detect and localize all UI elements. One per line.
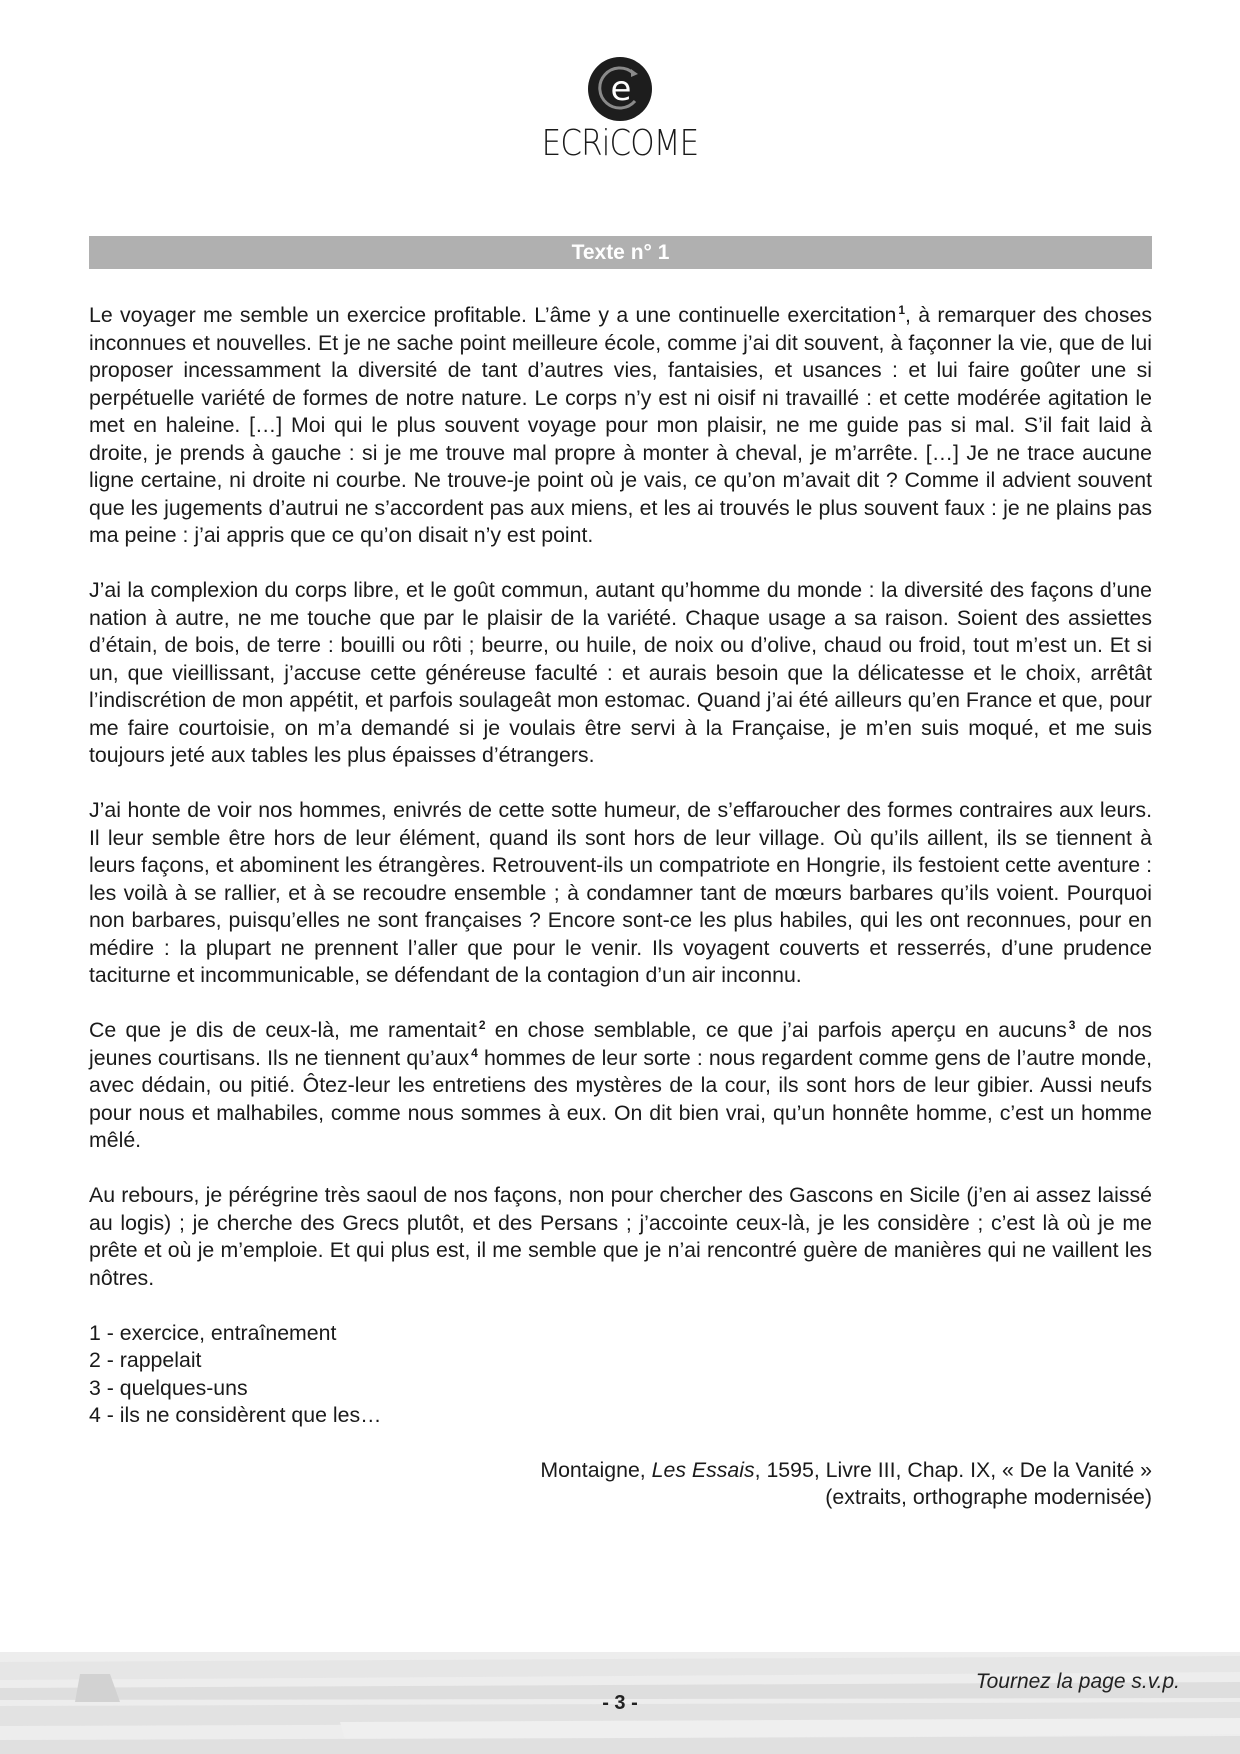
ecricome-wordmark: ECRiCOME xyxy=(541,123,699,164)
citation-note: (extraits, orthographe modernisée) xyxy=(825,1485,1152,1509)
section-title: Texte n° 1 xyxy=(89,236,1152,269)
paragraph-3: J’ai honte de voir nos hommes, enivrés de cette sotte humeur, de s’effaroucher des formes contraires aux leurs. Il leur semble être hors de leur élément, quand ils sont hors de leur village. Où qu’ils aillent, ils se tiennent à leurs façons, et abominent les étrangères. Retrouvent-ils un compatriote en Hongrie, ils festoient cette aventure : les voilà à se rallier, et à se recoudre ensemble ; à condamner tant de mœurs barbares qu’ils voient. Pourquoi non barbares, puisqu’elles ne sont françaises ? Encore sont-ce les plus habiles, qui les ont reconnues, pour en médire : la plupart ne prennent l’aller que pour le venir. Ils voyagent couverts et resserrés, d’une prudence taciturne et incommunicable, se défendant de la contagion d’un air inconnu. xyxy=(89,798,1152,987)
paragraph-1: Le voyager me semble un exercice profitable. L’âme y a une continuelle exercitation $^1$, à remarquer des choses inconnues et nouvelles. Et je ne sache point meilleure école, comme j’ai dit souvent, à façonner la vie, que de lui proposer incessamment la diversité de tant d’autres vies, fantaisies, et usances : et lui faire goûter une si perpétuelle variété de formes de notre nature. Le corps n’y est ni oisif ni travaillé : et cette modérée agitation le met en haleine. […] Moi qui le plus souvent voyage pour mon plaisir, ne me guide pas si mal. S’il fait laid à droite, je prends à gauche : si je me trouve mal propre à monter à cheval, je m’arrête. […] Je ne trace aucune ligne certaine, ni droite ni courbe. Ne trouve-je point où je vais, ce qu’on m’avait dit ? Comme il advient souvent que les jugements d’autrui ne s’accordent pas aux miens, et les ai trouvés le plus souvent faux : je ne plains pas ma peine : j’ai appris que ce qu’on disait n’y est point. xyxy=(89,303,1153,547)
footnote-ref-1: 1 xyxy=(898,303,906,317)
turn-page-note: Tournez la page s.v.p. xyxy=(975,1670,1180,1693)
paragraph-5: Au rebours, je pérégrine très saoul de nos façons, non pour chercher des Gascons en Sicile (j’en ai assez laissé au logis) ; je cherche des Grecs plutôt, et des Persans ; j’accointe ceux-là, je les considère ; c’est là où je me prête et où je m’emploie. Et qui plus est, il me semble que je n’ai rencontré guère de manières qui ne vaillent les nôtres. xyxy=(89,1183,1152,1290)
paragraph-4: Ce que je dis de ceux-là, me ramentait $^2$ en chose semblable, ce que j’ai parfois aperçu en aucuns $^3$ de nos jeunes courtisans. Ils ne tiennent qu’aux $^4$ hommes de leur sorte : nous regardent comme gens de l’autre monde, avec dédain, ou pitié. Ôtez-leur les entretiens des mystères de la cour, ils sont hors de leur gibier. Aussi neufs pour nous et malhabiles, comme nous sommes à eux. On dit bien vrai, qu’un honnête homme, c’est un homme mêlé. xyxy=(89,1018,1152,1152)
footnote-item: 2 - rappelait xyxy=(89,1348,202,1372)
page-number: - 3 - xyxy=(602,1692,638,1714)
ecricome-logo xyxy=(0,56,1240,164)
document-body xyxy=(89,302,1152,1512)
paragraph-2: J’ai la complexion du corps libre, et le goût commun, autant qu’homme du monde : la diversité des façons d’une nation à autre, ne me touche que par le plaisir de la variété. Chaque usage a sa raison. Soient des assiettes d’étain, de bois, de terre : bouilli ou rôti ; beurre, ou huile, de noix ou d’olive, chaud ou froid, tout m’est un. Et si un, que vieillissant, j’accuse cette généreuse faculté : et aurais besoin que la délicatesse et le choix, arrêtât l’indiscrétion de mon appétit, et parfois soulageât mon estomac. Quand j’ai été ailleurs qu’en France et que, pour me faire courtoisie, on m’a demandé si je voulais être servi à la Française, je m’en suis moqué, et me suis toujours jeté aux tables les plus épaisses d’étrangers. xyxy=(89,578,1152,767)
ecricome-e-icon xyxy=(587,56,653,122)
footnote-item: 4 - ils ne considèrent que les… xyxy=(89,1403,382,1427)
footnote-item: 1 - exercice, entraînement xyxy=(89,1320,337,1345)
citation-source: Montaigne, Les Essais, 1595, Livre III, Chap. IX, « De la Vanité » xyxy=(540,1457,1152,1482)
footnote-ref-4: 4 xyxy=(471,1045,478,1060)
footnote-ref-2: 2 xyxy=(478,1018,486,1032)
citation xyxy=(89,1457,1152,1512)
citation-work-title: Les Essais xyxy=(651,1457,755,1482)
footnotes-list xyxy=(89,1320,1152,1430)
footnote-ref-3: 3 xyxy=(1068,1018,1076,1032)
svg-text:e: e xyxy=(610,69,632,109)
footnote-item: 3 - quelques-uns xyxy=(89,1375,248,1400)
